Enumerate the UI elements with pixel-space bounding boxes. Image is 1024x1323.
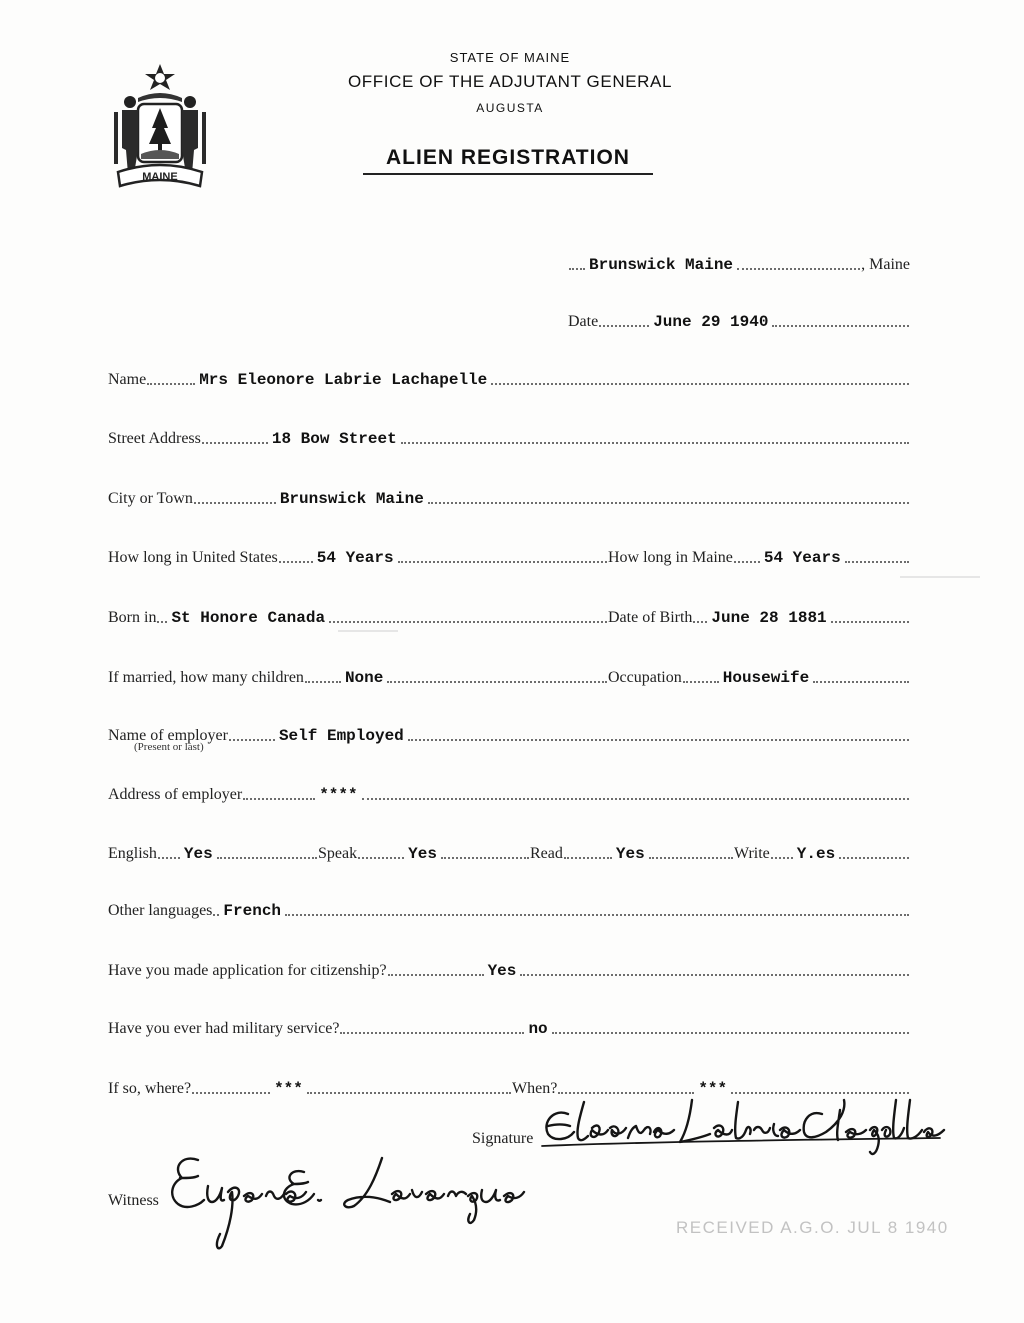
write-value[interactable]: Y.es bbox=[796, 845, 836, 863]
name-label: Name bbox=[108, 371, 147, 388]
employer-address-value[interactable]: **** bbox=[319, 786, 358, 804]
english-label: English bbox=[108, 845, 157, 862]
dot-leader bbox=[564, 856, 612, 859]
dot-leader bbox=[388, 973, 484, 976]
dot-leader bbox=[649, 856, 733, 859]
dot-leader bbox=[831, 620, 909, 623]
dot-leader bbox=[845, 560, 909, 563]
form-title: ALIEN REGISTRATION bbox=[363, 146, 653, 175]
speak-label: Speak bbox=[318, 845, 358, 862]
place-row bbox=[568, 250, 910, 274]
dot-leader bbox=[693, 620, 707, 623]
dot-leader bbox=[202, 441, 268, 444]
city-heading: AUGUSTA bbox=[476, 101, 544, 115]
maine-residence-value[interactable]: 54 Years bbox=[763, 549, 841, 567]
born-value[interactable]: St Honore Canada bbox=[171, 609, 326, 627]
dot-leader bbox=[839, 856, 909, 859]
dot-leader bbox=[569, 267, 585, 270]
dot-leader bbox=[362, 797, 909, 800]
citizenship-label: Have you made application for citizenship? bbox=[108, 962, 387, 979]
date-row bbox=[568, 307, 910, 331]
read-label: Read bbox=[530, 845, 563, 862]
street-label: Street Address bbox=[108, 430, 201, 447]
dot-leader bbox=[520, 973, 909, 976]
dot-leader bbox=[813, 680, 909, 683]
employer-row bbox=[108, 721, 910, 745]
born-row bbox=[108, 603, 608, 627]
name-row bbox=[108, 365, 910, 389]
read-row bbox=[530, 839, 734, 863]
military-label: Have you ever had military service? bbox=[108, 1020, 340, 1037]
dot-leader bbox=[599, 324, 649, 327]
citizenship-value[interactable]: Yes bbox=[487, 962, 517, 980]
children-label: If married, how many children bbox=[108, 669, 304, 686]
dot-leader bbox=[771, 856, 793, 859]
received-stamp: RECEIVED A.G.O. JUL 8 1940 bbox=[676, 1218, 949, 1237]
dot-leader bbox=[401, 441, 909, 444]
state-heading: STATE OF MAINE bbox=[449, 50, 571, 65]
where-label: If so, where? bbox=[108, 1080, 192, 1097]
city-town-value[interactable]: Brunswick Maine bbox=[279, 490, 424, 508]
dot-leader bbox=[408, 738, 909, 741]
dot-leader bbox=[213, 913, 219, 916]
dot-leader bbox=[398, 560, 607, 563]
dot-leader bbox=[217, 856, 317, 859]
dot-leader bbox=[243, 797, 315, 800]
when-label: When? bbox=[512, 1080, 558, 1097]
dot-leader bbox=[683, 680, 719, 683]
citizenship-row bbox=[108, 956, 910, 980]
street-value[interactable]: 18 Bow Street bbox=[271, 430, 397, 448]
when-value[interactable]: *** bbox=[698, 1080, 728, 1098]
dot-leader bbox=[491, 382, 909, 385]
other-languages-value[interactable]: French bbox=[223, 902, 282, 920]
employer-label: Name of employer bbox=[108, 727, 228, 744]
witness-signature-handwriting bbox=[168, 1146, 528, 1256]
dot-leader bbox=[772, 324, 909, 327]
dot-leader bbox=[194, 501, 276, 504]
children-value[interactable]: None bbox=[344, 669, 384, 687]
signature-label: Signature bbox=[472, 1130, 534, 1147]
military-value[interactable]: no bbox=[528, 1020, 548, 1038]
dot-leader bbox=[428, 501, 909, 504]
employer-sublabel: (Present or last) bbox=[134, 741, 204, 753]
us-residence-row bbox=[108, 543, 608, 567]
english-row bbox=[108, 839, 318, 863]
date-value[interactable]: June 29 1940 bbox=[653, 313, 769, 331]
dot-leader bbox=[192, 1091, 270, 1094]
where-value[interactable]: *** bbox=[274, 1080, 303, 1098]
dot-leader bbox=[329, 620, 607, 623]
speak-row bbox=[318, 839, 530, 863]
dot-leader bbox=[305, 680, 341, 683]
seal-lettering: MAINE bbox=[142, 171, 178, 183]
where-row bbox=[108, 1074, 512, 1098]
occupation-label: Occupation bbox=[608, 669, 682, 686]
born-label: Born in bbox=[108, 609, 157, 626]
dot-leader bbox=[734, 560, 760, 563]
write-label: Write bbox=[734, 845, 770, 862]
place-value[interactable]: Brunswick Maine bbox=[589, 256, 734, 274]
dot-leader bbox=[307, 1091, 511, 1094]
dot-leader bbox=[157, 620, 167, 623]
date-label: Date bbox=[568, 313, 599, 330]
dot-leader bbox=[158, 856, 180, 859]
other-languages-row bbox=[108, 896, 910, 920]
military-row bbox=[108, 1014, 910, 1038]
maine-residence-row bbox=[608, 543, 910, 567]
dot-leader bbox=[147, 382, 195, 385]
dot-leader bbox=[387, 680, 607, 683]
birth-date-row bbox=[608, 603, 910, 627]
dot-leader bbox=[358, 856, 404, 859]
occupation-value[interactable]: Housewife bbox=[722, 669, 810, 687]
city-town-label: City or Town bbox=[108, 490, 193, 507]
occupation-row bbox=[608, 663, 910, 687]
other-languages-label: Other languages bbox=[108, 902, 213, 919]
dot-leader bbox=[552, 1031, 909, 1034]
english-value[interactable]: Yes bbox=[183, 845, 213, 863]
dot-leader bbox=[285, 913, 909, 916]
us-residence-label: How long in United States bbox=[108, 549, 278, 566]
dot-leader bbox=[229, 738, 275, 741]
read-value[interactable]: Yes bbox=[615, 845, 645, 863]
dot-leader bbox=[279, 560, 313, 563]
state-of-maine-seal-icon bbox=[108, 62, 212, 192]
employer-address-row bbox=[108, 780, 910, 804]
dot-leader bbox=[737, 267, 860, 270]
witness-label: Witness bbox=[108, 1192, 159, 1209]
employer-address-label: Address of employer bbox=[108, 786, 243, 803]
employer-value[interactable]: Self Employed bbox=[278, 727, 404, 745]
write-row bbox=[734, 839, 910, 863]
name-value[interactable]: Mrs Eleonore Labrie Lachapelle bbox=[199, 371, 488, 389]
scan-smudge bbox=[900, 576, 980, 578]
place-suffix: , Maine bbox=[861, 256, 910, 273]
maine-residence-label: How long in Maine bbox=[608, 549, 733, 566]
dot-leader bbox=[441, 856, 529, 859]
office-heading: OFFICE OF THE ADJUTANT GENERAL bbox=[347, 72, 673, 91]
dot-leader bbox=[340, 1031, 524, 1034]
us-residence-value[interactable]: 54 Years bbox=[316, 549, 394, 567]
scan-smudge bbox=[338, 630, 398, 632]
signature-handwriting bbox=[540, 1080, 950, 1160]
birth-date-value[interactable]: June 28 1881 bbox=[711, 609, 827, 627]
speak-value[interactable]: Yes bbox=[408, 845, 437, 863]
street-row bbox=[108, 424, 910, 448]
city-town-row bbox=[108, 484, 910, 508]
birth-date-label: Date of Birth bbox=[608, 609, 693, 626]
children-row bbox=[108, 663, 608, 687]
